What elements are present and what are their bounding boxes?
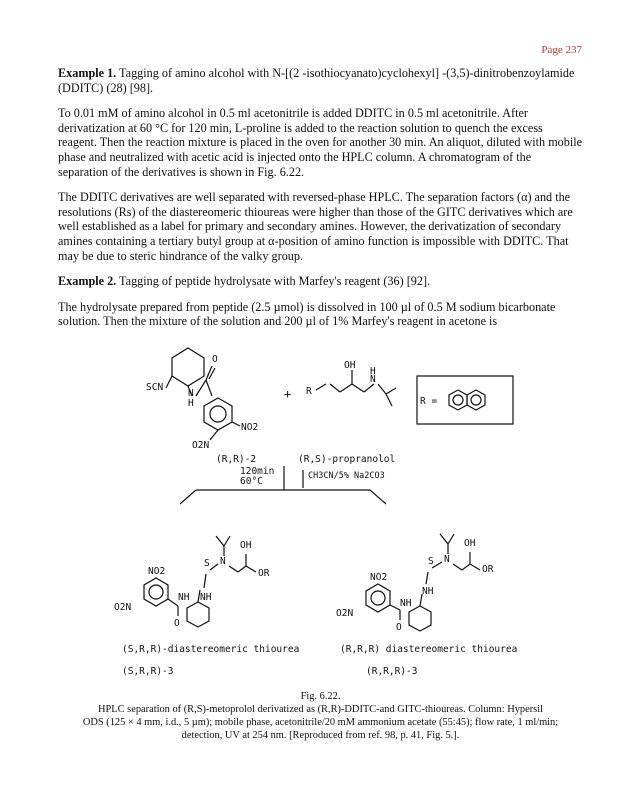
reagent-h-atom: H xyxy=(188,398,194,409)
right-product-nh-lower: NH xyxy=(400,598,412,609)
reagent-scn-atom: SCN xyxy=(146,382,164,393)
example2-label: Example 2. xyxy=(58,274,117,289)
left-product-o2n-group: O2N xyxy=(114,602,132,613)
right-product-label: (R,R,R)-3 xyxy=(366,666,418,677)
example1-paragraph-1: To 0.01 mM of amino alcohol in 0.5 ml acetonitrile is added DDITC in 0.5 ml acetonitrile. After derivatization at 60 °C for 120 min, L-proline is added to the reaction solution to quench the excess reagent. Then the reaction mixture is placed in the oven for another 30 min. An aliquot, diluted with mobile phase and neutralized with acetic acid is injected onto the HPLC column. A chromatogram of the separation of the derivatives is shown in Fig. 6.22. xyxy=(58,106,583,179)
reagent-no2-group: NO2 xyxy=(241,422,259,433)
example2-heading xyxy=(58,274,583,289)
right-product-name: (R,R,R) diastereomeric thiourea xyxy=(340,644,518,655)
naphthalene-ring-a xyxy=(449,390,467,410)
substrate-label: (R,S)-propranolol xyxy=(298,454,396,465)
reaction-time: 120min xyxy=(240,466,275,477)
reaction-scheme-figure xyxy=(108,338,548,688)
reagent-label: (R,R)-2 xyxy=(216,454,257,465)
reaction-arrow-left xyxy=(180,490,196,504)
right-product-or-group: OR xyxy=(482,564,494,575)
naphthalene-ring-b xyxy=(467,390,485,410)
left-product-o-atom: O xyxy=(174,618,180,629)
reaction-temperature: 60°C xyxy=(240,476,263,487)
propranolol-h-atom: H xyxy=(370,366,376,377)
reaction-scheme xyxy=(108,338,548,688)
example1-label: Example 1. xyxy=(58,66,117,80)
right-product-oh-group: OH xyxy=(464,538,476,549)
caption-line-2: ODS (125 × 4 mm, i.d., 5 µm); mobile phase, acetonitrile/20 mM ammonium acetate (55:45); flow rate, 1 ml/min; xyxy=(82,717,559,728)
reaction-solvent: CH3CN/5% Na2CO3 xyxy=(308,471,385,481)
left-product-n-atom: N xyxy=(220,556,226,567)
reagent-n-atom: N xyxy=(188,388,194,399)
left-product-no2-group: NO2 xyxy=(148,566,166,577)
right-product-nh-upper: NH xyxy=(422,586,434,597)
reaction-scheme-bonds xyxy=(144,348,513,631)
left-product-benzene-ring xyxy=(144,578,168,606)
figure-caption xyxy=(58,690,583,742)
left-product-or-group: OR xyxy=(258,568,270,579)
example1-heading xyxy=(58,66,583,95)
example1-paragraph-2: The DDITC derivatives are well separated with reversed-phase HPLC. The separation factors (α) and the resolutions (Rs) of the diastereomeric thioureas were higher than those of the GITC derivatives which are well established as a label for primary and secondary amines. However, the derivatization of secondary amines containing a tertiary butyl group at α-position of amino function is impossible with DDITC. That may be due to steric hindrance of the valky group. xyxy=(58,190,573,263)
body-text xyxy=(58,66,583,340)
propranolol-oh-group: OH xyxy=(344,360,356,371)
right-product-cyclohexane-ring xyxy=(409,606,431,631)
left-product-cyclohexane-ring xyxy=(187,602,209,627)
reaction-scheme-labels xyxy=(114,354,517,677)
left-product-nh-upper: NH xyxy=(200,592,212,603)
propranolol-n-atom: N xyxy=(370,374,376,385)
caption-line-3: detection, UV at 254 nm. [Reproduced from ref. 98, p. 41, Fig. 5.]. xyxy=(181,730,460,741)
example2-title: Tagging of peptide hydrolysate with Marfey's reagent (36) [92]. xyxy=(116,274,431,289)
left-product-name: (S,R,R)-diastereomeric thiourea xyxy=(122,644,300,655)
reagent-o2n-group: O2N xyxy=(192,440,210,451)
r-group-equals: R = xyxy=(420,396,438,407)
reaction-arrow-right xyxy=(370,490,386,504)
plus-sign: + xyxy=(284,387,292,401)
reagent-cyclohexane-ring xyxy=(172,348,204,386)
left-product-s-atom: S xyxy=(204,558,210,569)
right-product-o2n-group: O2N xyxy=(336,608,354,619)
page-number: Page 237 xyxy=(541,44,582,56)
example2-paragraph-1: The hydrolysate prepared from peptide (2.5 µmol) is dissolved in 100 µl of 0.5 M sodium bicarbonate solution. Then the mixture of the solution and 200 µl of 1% Marfey's reagent in acetone is xyxy=(58,299,556,329)
right-product-s-atom: S xyxy=(428,556,434,567)
caption-line-1: HPLC separation of (R,S)-metoprolol derivatized as (R,R)-DDITC-and GITC-thioureas. Column: Hypersil xyxy=(98,704,543,715)
reagent-benzene-ring xyxy=(204,398,232,430)
right-product-no2-group: NO2 xyxy=(370,572,388,583)
left-product-oh-group: OH xyxy=(240,540,252,551)
propranolol-r-group: R xyxy=(306,386,312,397)
right-product-o-atom: O xyxy=(396,622,402,633)
left-product-nh-lower: NH xyxy=(178,592,190,603)
right-product-benzene-ring xyxy=(366,584,390,612)
left-product-label: (S,R,R)-3 xyxy=(122,666,174,677)
reagent-o-atom: O xyxy=(212,354,218,365)
example1-title: Tagging of amino alcohol with N-[(2 -isothiocyanato)cyclohexyl] -(3,5)-dinitrobenzoylamide (DDITC) (28) [98]. xyxy=(58,66,575,95)
figure-number: Fig. 6.22. xyxy=(300,691,341,702)
right-product-n-atom: N xyxy=(444,554,450,565)
